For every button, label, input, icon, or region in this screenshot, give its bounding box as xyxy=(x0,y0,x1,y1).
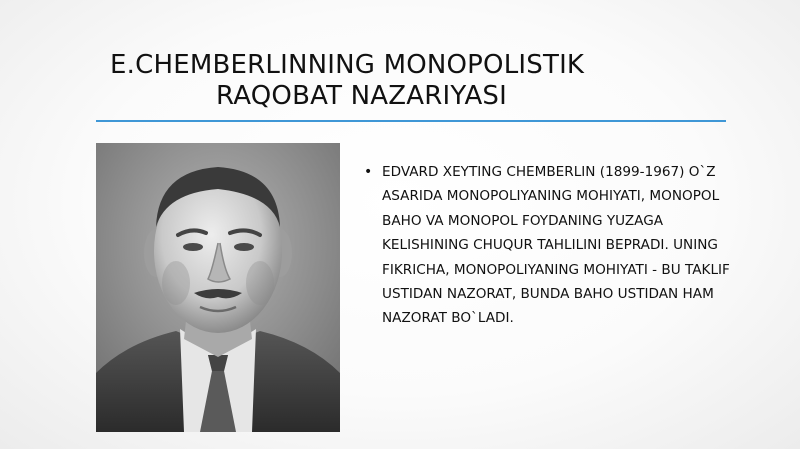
title-line-2: RAQOBAT NAZARIYASI xyxy=(216,81,508,111)
title-line-1: E.CHEMBERLINNING MONOPOLISTIK xyxy=(110,50,585,80)
portrait-photo xyxy=(96,143,340,432)
slide-title xyxy=(96,50,726,112)
bullet-list xyxy=(364,160,749,331)
bullet-item xyxy=(364,160,749,331)
bullet-marker: • xyxy=(364,164,373,180)
portrait-illustration xyxy=(96,143,340,432)
bullet-text: EDVARD XEYTING CHEMBERLIN (1899-1967) O`Z ASARIDA MONOPOLIYANING MOHIYATI, MONOPOL BAHO VA MONOPOL FOYDANING YUZAGA KELISHINING CHUQUR TAHLILINI BEPRADI. UNING FIKRICHA, MONOPOLIYANING MOHIYATI - BU TAKLIF USTIDAN NAZORAT, BUNDA BAHO USTIDAN HAM NAZORAT BO`LADI. xyxy=(382,164,730,327)
title-divider xyxy=(96,120,726,122)
